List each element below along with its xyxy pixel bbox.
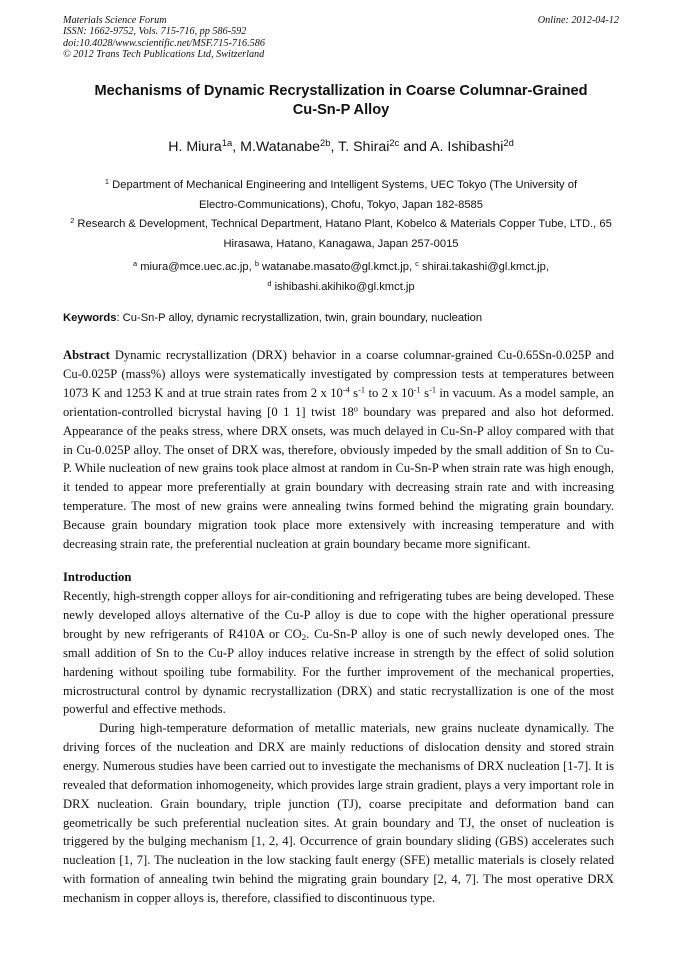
email-link[interactable]: miura@mce.uec.ac.jp, (140, 261, 255, 273)
intro-text: . Cu-Sn-P alloy is one of such newly developed ones. The small addition of Sn to the Cu-P alloy induces relative increase in strength by the effect of solid solution hardening without spoiling tube formability. For the further improvement of the mechanical properties, microstructural control by dynamic recrystallization (DRX) and static recrystallization is one of the most powerful and effective methods. (63, 626, 614, 717)
exponent: -1 (413, 385, 421, 395)
affiliation-line (63, 176, 619, 196)
doi-line: doi:10.4028/www.scientific.net/MSF.715-716.586 (63, 37, 265, 49)
paper-title (63, 82, 619, 119)
journal-name: Materials Science Forum (63, 15, 167, 26)
abstract-text: s (349, 385, 359, 400)
email-line (63, 258, 619, 278)
abstract-text: to 2 x 10 (365, 385, 414, 400)
abstract-text: in vacuum. As a model sample, an orientation-controlled bicrystal having [0 1 1] twist 18 (63, 385, 614, 419)
author-affiliation-mark: 2b (320, 137, 331, 148)
email-mark: a (133, 258, 138, 268)
abstract-label: Abstract (63, 348, 110, 362)
intro-paragraph-1 (63, 587, 614, 719)
copyright-line: © 2012 Trans Tech Publications Ltd, Switzerland (63, 49, 265, 61)
author-separator: , (330, 139, 339, 155)
online-date: Online: 2012-04-12 (537, 15, 619, 26)
affiliation-number: 2 (70, 216, 75, 226)
email-link[interactable]: watanabe.masato@gl.kmct.jp, (262, 261, 416, 273)
author-name: A. Ishibashi (430, 139, 504, 155)
title-line-1: Mechanisms of Dynamic Recrystallization in Coarse Columnar-Grained (94, 83, 588, 99)
degree-mark: o (353, 404, 358, 414)
author-separator: , (232, 139, 241, 155)
author-name: H. Miura (168, 139, 222, 155)
author-affiliation-mark: 2d (503, 137, 514, 148)
intro-text: Recently, high-strength copper alloys for air-conditioning and refrigerating tubes are being developed. These newly developed alloys alternative of the Cu-P alloy is due to cope with the higher operational pressure brought by new refrigerants of R410A or CO (63, 589, 614, 641)
email-addresses (63, 258, 619, 297)
affiliation-line (63, 215, 619, 235)
intro-paragraph-2: During high-temperature deformation of metallic materials, new grains nucleate dynamically. The driving forces of the nucleation and DRX are mainly reductions of dislocation density and stored strain energy. Numerous studies have been carried out to investigate the mechanisms of DRX nucleation [1-7]. It is revealed that deformation inhomogeneity, which provides large strain gradient, plays a very important role in DRX nucleation. Grain boundary, triple junction (TJ), coarse precipitate and deformation band can geometrically be such preferential nucleation sites. At grain boundary and TJ, the onset of nucleation is triggered by the bulging mechanism [1, 2, 4]. Occurrence of grain boundary sliding (GBS) accelerates such nucleation [1, 7]. The nucleation in the low stacking fault energy (SFE) metallic materials is closely related with formation of annealing twin behind the migrating grain boundary [2, 4, 7]. The most operative DRX mechanism in copper alloys is, therefore, classified to discontinuous type. (63, 721, 614, 906)
section-heading-introduction: Introduction (63, 570, 132, 584)
exponent: -1 (358, 385, 366, 395)
abstract-paragraph (63, 346, 614, 554)
email-mark: d (267, 278, 272, 288)
keywords-text: : Cu-Sn-P alloy, dynamic recrystallization, twin, grain boundary, nucleation (116, 312, 483, 324)
affiliation-text: Department of Mechanical Engineering and Intelligent Systems, UEC Tokyo (The University of (112, 179, 578, 191)
abstract-text: boundary was prepared and also hot deformed. Appearance of the peaks stress, where DRX onsets, was much delayed in Cu-Sn-P alloy compared with that in Cu-0.025P alloy. The onset of DRX was, therefore, obviously impeded by the small addition of Sn to Cu-P. While nucleation of new grains took place almost at random in Cu-Sn-P when strain rate was high enough, it tended to appear more preferentially at grain boundary with decreasing strain rate and with increasing temperature. The most of new grains were annealing twins formed behind the migrating grain boundary. Because grain boundary migration took place more extensively with increasing temperature and with decreasing strain rate, the preferential nucleation at grain boundary became more significant. (63, 404, 614, 552)
author-affiliation-mark: 1a (221, 137, 233, 148)
email-link[interactable]: ishibashi.akihiko@gl.kmct.jp (274, 280, 415, 293)
issn-line: ISSN: 1662-9752, Vols. 715-716, pp 586-592 (63, 26, 247, 38)
subscript: 2 (301, 632, 307, 643)
journal-header (63, 15, 619, 61)
author-separator: and (399, 139, 431, 155)
keywords-label: Keywords (63, 312, 117, 324)
email-line (63, 278, 619, 298)
affiliation-line: Electro-Communications), Chofu, Tokyo, Japan 182-8585 (199, 198, 483, 211)
exponent: -1 (429, 385, 436, 395)
affiliation-number: 1 (104, 176, 110, 186)
email-mark: c (415, 258, 419, 268)
author-list (63, 138, 619, 156)
affiliations (63, 176, 619, 255)
affiliation-line: Hirasawa, Hatano, Kanagawa, Japan 257-0015 (223, 238, 459, 251)
author-name: M.Watanabe (240, 139, 321, 155)
keywords (63, 311, 619, 326)
affiliation-text: Research & Development, Technical Department, Hatano Plant, Kobelco & Materials Copper Tube, LTD., 65 (77, 218, 612, 231)
email-mark: b (254, 258, 259, 268)
abstract-text: Dynamic recrystallization (DRX) behavior in a coarse columnar-grained Cu-0.65Sn-0.025P and Cu-0.025P (mass%) alloys were systematically investigated by compression tests at temperatures between 1073 K and 1253 K and at true strain rates from 2 x 10 (63, 348, 614, 400)
exponent: -4 (342, 385, 350, 395)
abstract-text: s (420, 385, 430, 400)
email-link[interactable]: shirai.takashi@gl.kmct.jp, (421, 261, 549, 273)
author-name: T. Shirai (338, 139, 390, 155)
title-line-2: Cu-Sn-P Alloy (292, 101, 390, 118)
author-affiliation-mark: 2c (389, 137, 400, 148)
